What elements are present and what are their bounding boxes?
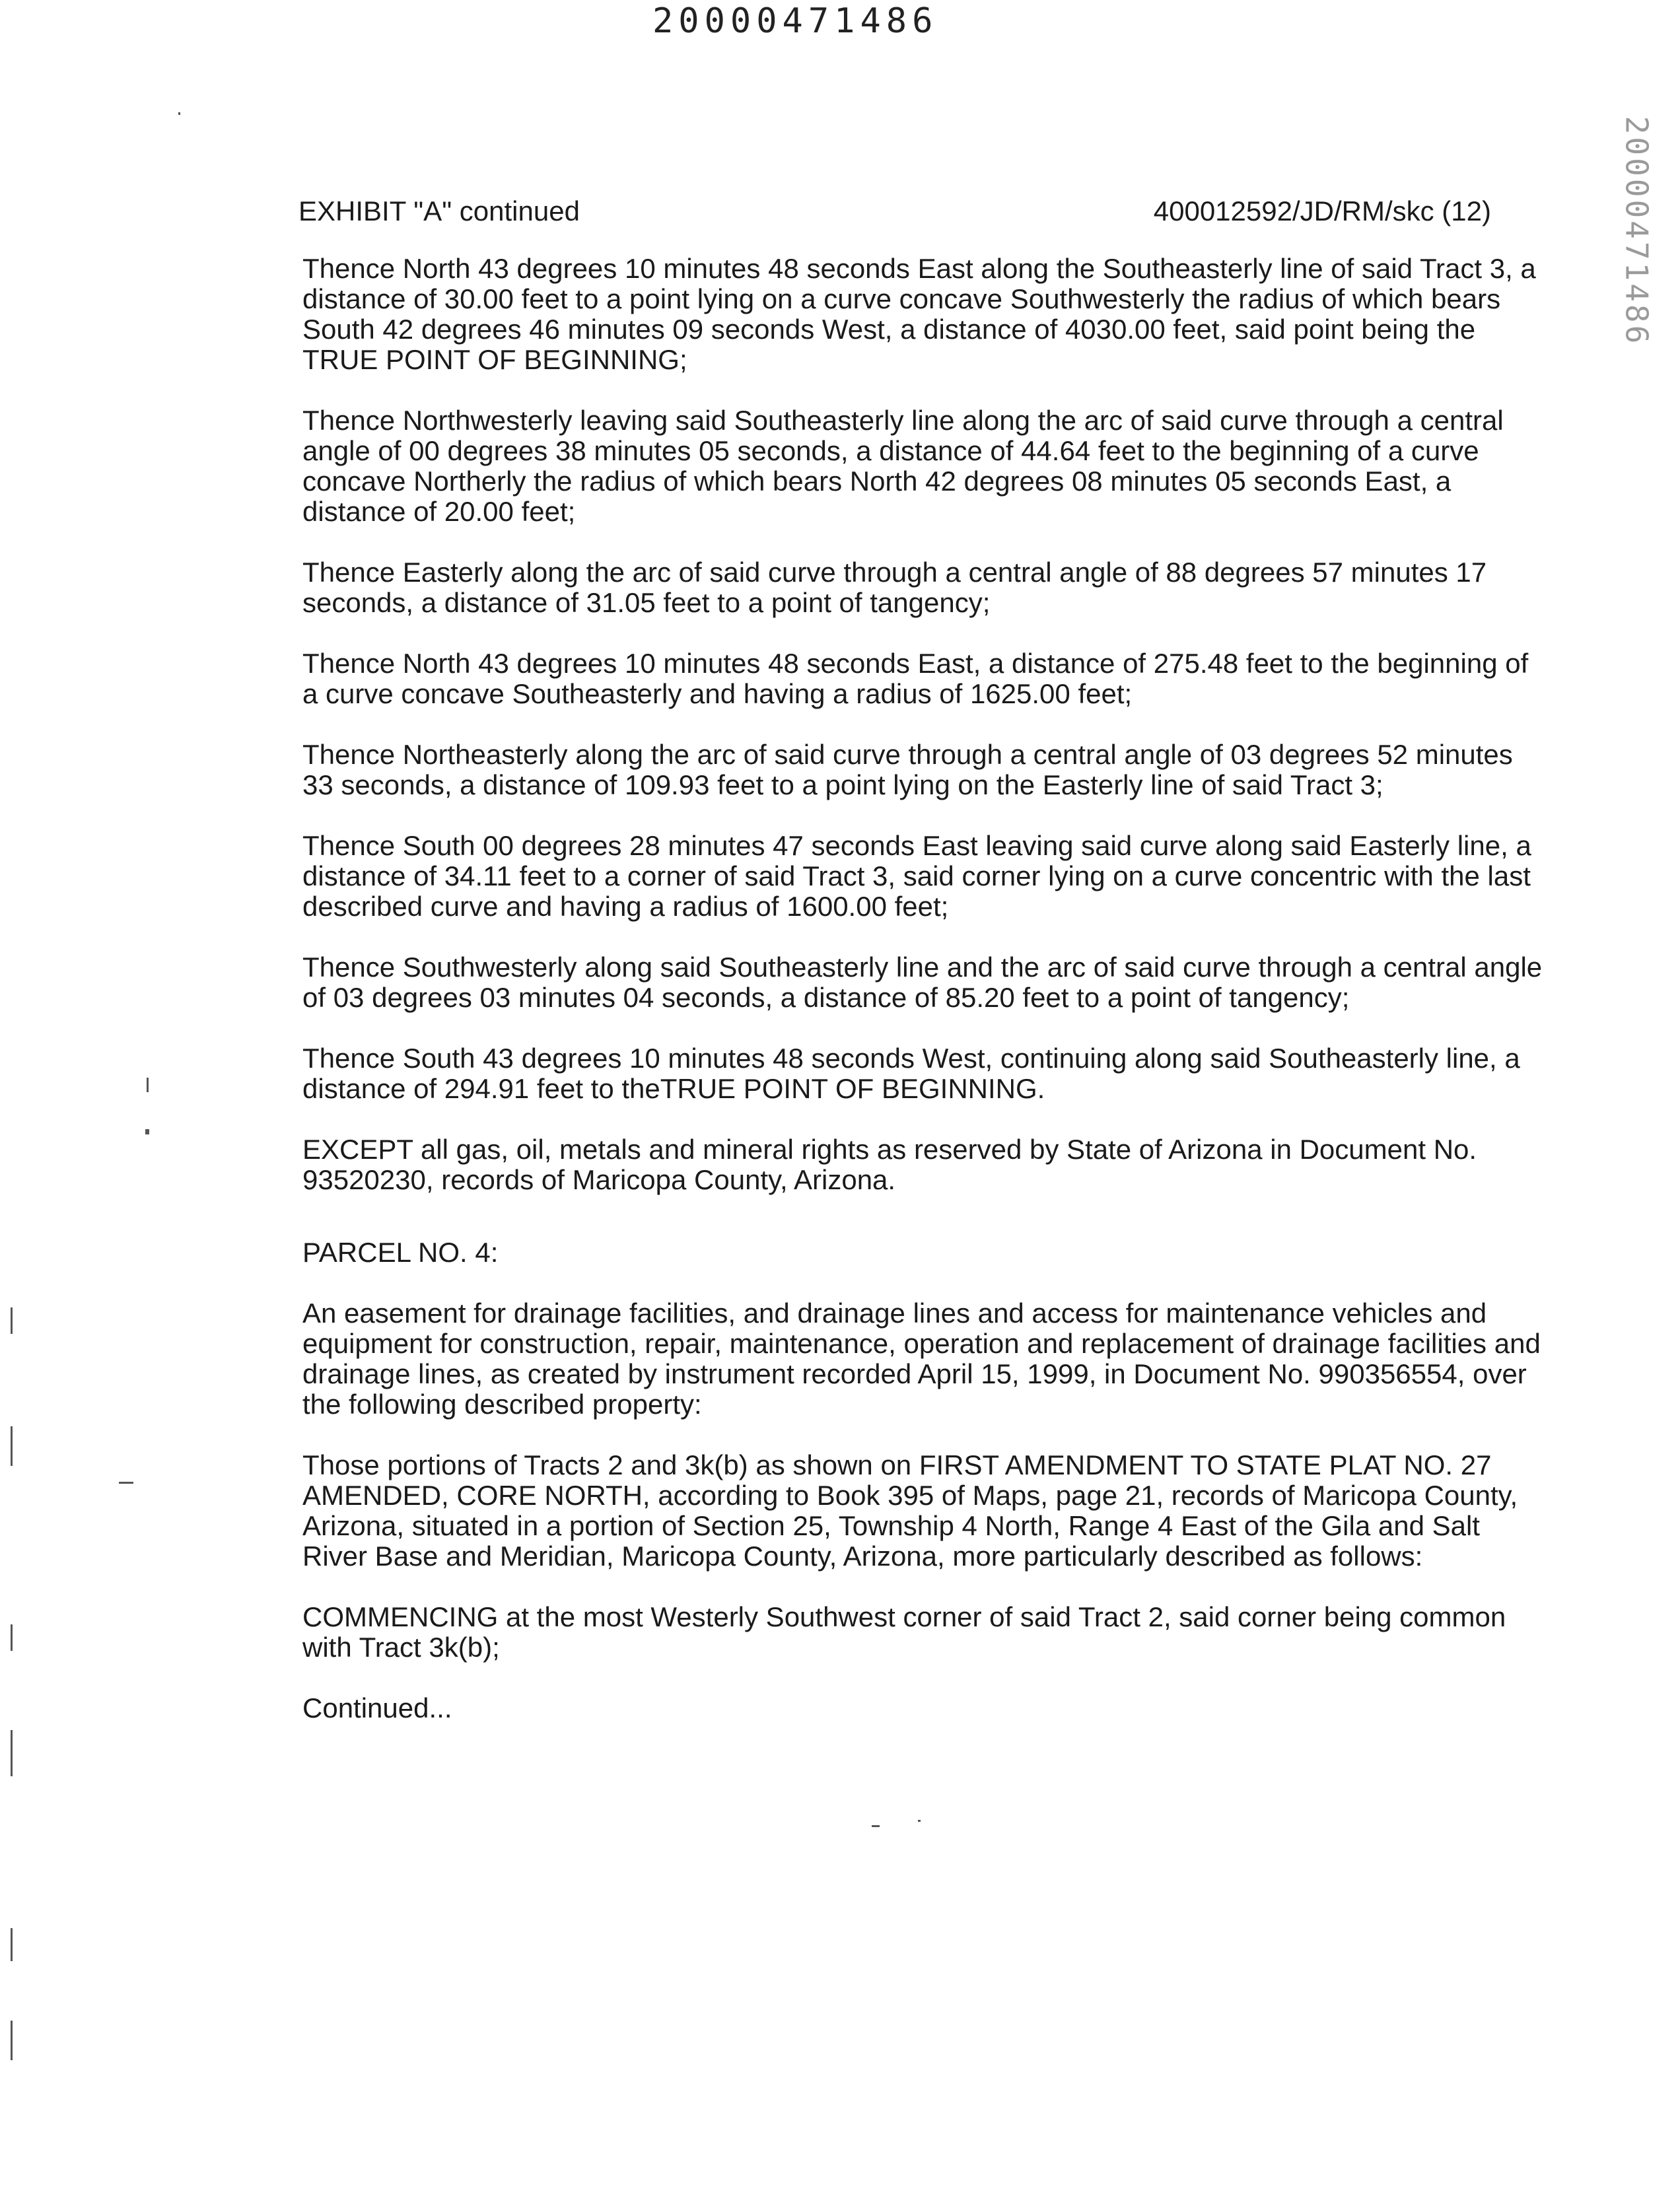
paragraph: EXCEPT all gas, oil, metals and mineral rights as reserved by State of Arizona in Document No. 93520230, records of Maricopa County, Arizona. xyxy=(302,1134,1477,1195)
paragraph: COMMENCING at the most Westerly Southwest corner of said Tract 2, said corner being common with Tract 3k(b); xyxy=(302,1601,1506,1663)
scan-mark xyxy=(119,1482,133,1484)
exhibit-header xyxy=(298,195,1491,227)
parcel-heading: PARCEL NO. 4: xyxy=(302,1237,499,1268)
paragraph: Thence Northwesterly leaving said Southeasterly line along the arc of said curve through a central angle of 00 degrees 38 minutes 05 seconds, a distance of 44.64 feet to the beginning of a curve concave Northerly the radius of which bears North 42 degrees 08 minutes 05 seconds East, a distance of 20.00 feet; xyxy=(302,405,1504,527)
reference-code: 400012592/JD/RM/skc (12) xyxy=(1153,195,1491,226)
scan-mark xyxy=(11,1730,13,1776)
scan-mark xyxy=(178,112,180,115)
scan-mark xyxy=(872,1825,880,1827)
paragraph: Thence North 43 degrees 10 minutes 48 seconds East along the Southeasterly line of said Tract 3, a distance of 30.00 feet to a point lying on a curve concave Southwesterly the radius of which bears South 42 degrees 46 minutes 09 seconds West, a distance of 4030.00 feet, said point being the TRUE POINT OF BEGINNING; xyxy=(302,253,1536,375)
scan-mark xyxy=(147,1078,149,1092)
paragraph: An easement for drainage facilities, and drainage lines and access for maintenance vehicles and equipment for construction, repair, maintenance, operation and replacement of drainage facilities and drainage lines, as created by instrument recorded April 15, 1999, in Document No. 990356554, over the following described property: xyxy=(302,1298,1541,1420)
paragraph: Thence Northeasterly along the arc of said curve through a central angle of 03 degrees 52 minutes 33 seconds, a distance of 109.93 feet to a point lying on the Easterly line of said Tract 3; xyxy=(302,739,1513,800)
scan-mark xyxy=(918,1820,921,1822)
scan-mark xyxy=(11,1426,13,1466)
paragraph: Thence Easterly along the arc of said curve through a central angle of 88 degrees 57 minutes 17 seconds, a distance of 31.05 feet to a point of tangency; xyxy=(302,557,1487,618)
legal-description xyxy=(302,254,1544,1754)
paragraph: Thence South 00 degrees 28 minutes 47 seconds East leaving said curve along said Easterly line, a distance of 34.11 feet to a corner of said Tract 3, said corner lying on a curve concentric with the last described curve and having a radius of 1600.00 feet; xyxy=(302,830,1531,922)
scan-mark xyxy=(145,1129,149,1134)
exhibit-label: EXHIBIT "A" continued xyxy=(298,195,580,226)
scan-mark xyxy=(11,1928,13,1961)
document-number: 20000471486 xyxy=(652,1,938,41)
continued-label: Continued... xyxy=(302,1692,452,1723)
scan-mark xyxy=(11,1624,13,1651)
paragraph: Thence South 43 degrees 10 minutes 48 seconds West, continuing along said Southeasterly line, a distance of 294.91 feet to theTRUE POINT OF BEGINNING. xyxy=(302,1043,1520,1104)
scan-mark xyxy=(11,1307,13,1334)
paragraph: Thence North 43 degrees 10 minutes 48 seconds East, a distance of 275.48 feet to the beginning of a curve concave Southeasterly and having a radius of 1625.00 feet; xyxy=(302,648,1529,709)
paragraph: Those portions of Tracts 2 and 3k(b) as shown on FIRST AMENDMENT TO STATE PLAT NO. 27 AMENDED, CORE NORTH, according to Book 395 of Maps, page 21, records of Maricopa County, Arizona, situated in a portion of Section 25, Township 4 North, Range 4 East of the Gila and Salt River Base and Meridian, Maricopa County, Arizona, more particularly described as follows: xyxy=(302,1449,1518,1572)
side-stamp xyxy=(1617,106,1656,357)
side-stamp-number: 20000471486 xyxy=(1619,116,1655,347)
scan-mark xyxy=(11,2021,13,2060)
paragraph: Thence Southwesterly along said Southeasterly line and the arc of said curve through a central angle of 03 degrees 03 minutes 04 seconds, a distance of 85.20 feet to a point of tangency; xyxy=(302,952,1543,1013)
